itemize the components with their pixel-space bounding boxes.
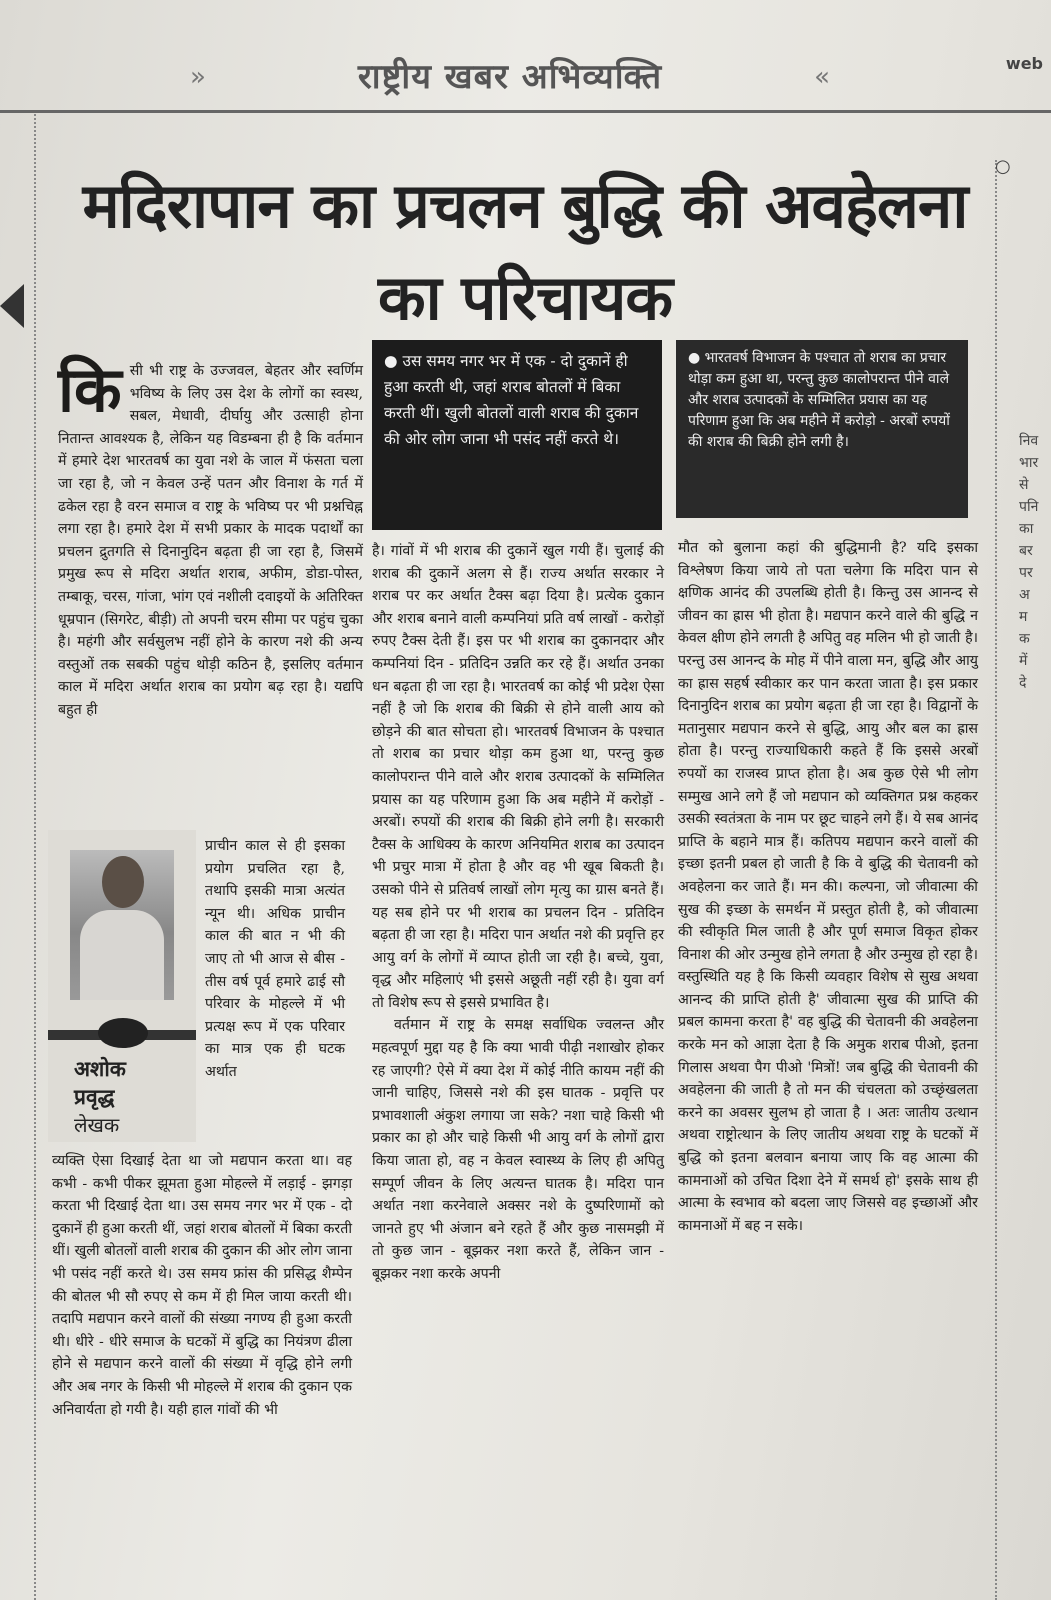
fragment-line: बर [1019,543,1033,559]
fragment-line: क [1019,631,1030,647]
author-photo-head [102,856,144,908]
fragment-line: का [1019,521,1034,537]
article-column-1-bottom [52,1150,352,1421]
pull-quote-2: ● भारतवर्ष विभाजन के पश्चात तो शराब का प्रचार थोड़ा कम हुआ था, परन्तु कुछ कालोपरान्त पीने वाले और शराब उत्पादकों के सम्मिलित प्रयास का यह परिणाम हुआ कि अब महीने में करोड़ो - अरबों रुपयों की शराब की बिक्री होने लगी है। [676,340,968,518]
right-margin-strip [995,156,1051,1600]
fragment-line: निव [1019,433,1039,449]
article-paragraph: वर्तमान में राष्ट्र के समक्ष सर्वाधिक ज्वलन्त और महत्वपूर्ण मुद्दा यह है कि क्या भावी पीढ़ी नशाखोर होकर रह जाएगी? ऐसे में क्या देश में कोई नीति कायम नहीं की जानी चाहिए, जिससे नशे की इस घातक - प्रवृत्ति पर प्रभावशाली अंकुश लगाया जा सके? नशा चाहे किसी भी प्रकार का हो और चाहे किसी भी आयु वर्ग के लोगों द्वारा किया जाता हो, वह न केवल स्वास्थ्य के लिए ही अपितु सम्पूर्ण जीवन के लिए अत्यन्त घातक है। मदिरा पान अर्थात नशा करनेवाले अक्सर नशे के दुष्परिणामों को जानते हुए भी अंजान बने रहते हैं और कुछ नासमझी में तो कुछ जान - बूझकर नशा करते हैं, लेकिन जान - बूझकर नशा करके अपनी [372,1017,664,1282]
article-paragraph: व्यक्ति ऐसा दिखाई देता था जो मद्यपान करता था। वह कभी - कभी पीकर झूमता हुआ मोहल्ले में लड़ाई - झगड़ा करता भी दिखाई देता था। उस समय नगर भर में एक - दो दुकानें ही हुआ करती थीं, जहां शराब बोतलों में बिका करती थीं। खुली बोतलों वाली शराब की दुकान की ओर लोग जाना भी पसंद नहीं करते थे। उस समय फ्रांस की प्रसिद्ध शैम्पेन की बोतल भी सौ रुपए से कम में ही मिल जाया करती थी। तदापि मद्यपान करने वालों की संख्या नगण्य ही हुआ करती थी। धीरे - धीरे समाज के घटकों में बुद्धि का नियंत्रण ढीला होने से मद्यपान करने वालों की संख्या में वृद्धि होने लगी और अब नगर के किसी भी मोहल्ले में शराब की दुकान एक अनिवार्यता हो गयी है। यही हाल गांवों की भी [52,1153,352,1418]
fragment-line: दे [1019,675,1027,691]
fragment-line: अ [1019,587,1030,603]
fragment-line: भार [1019,455,1039,471]
author-byline [74,1055,126,1139]
masthead-arrow-left: » [190,62,206,92]
masthead-arrow-right: « [814,62,830,92]
article-column-1-beside-photo [205,835,345,1084]
author-box [48,830,196,1142]
adjacent-article-fragment [1019,430,1038,694]
article-paragraph: सी भी राष्ट्र के उज्जवल, बेहतर और स्वर्णिम भविष्य के लिए उस देश के लोगों का स्वस्थ, सबल, मेधावी, दीर्घायु और उत्साही होना नितान्त आवश्यक है, लेकिन यह विडम्बना ही है कि वर्तमान में हमारे देश भारतवर्ष का युवा नशे के जाल में फंसता चला जा रहा है, जो न केवल उन्हें पतन और विनाश के गर्त में ढकेल रहा है वरन समाज व राष्ट्र के भविष्य पर भी प्रश्नचिह्न लगा रहा है। हमारे देश में सभी प्रकार के मादक पदार्थों का प्रचलन द्रुतगति से दिनानुदिन बढ़ता ही जा रहा है, जिसमें प्रमुख रूप से मदिरा अर्थात शराब, अफीम, डोडा-पोस्त, तम्बाकू, चरस, गांजा, भांग एवं नशीली दवाइयों के अतिरिक्त धूम्रपान (सिगरेट, बीड़ी) तो अपनी चरम सीमा पर पहुंच चुका है। महंगी और सर्वसुलभ नहीं होने के कारण नशे की अन्य वस्तुओं तक सबकी पहुंच थोड़ी कठिन है, इसलिए वर्तमान काल में मदिरा अर्थात शराब का प्रयोग बढ़ रहा है। यद्यपि बहुत ही [58,363,363,718]
author-photo [70,850,174,1000]
triangle-marker-icon [0,284,24,328]
article-column-3 [678,537,978,1237]
article-headline: मदिरापान का प्रचलन बुद्धि की अवहेलना का परिचायक [82,169,968,334]
article-column-1-top [58,353,363,722]
circle-marker-icon: ○ [995,156,1011,177]
fragment-line: से [1019,477,1029,493]
article-column-2 [372,540,664,1286]
web-label: web [1005,54,1043,73]
masthead-title: राष्ट्रीय खबर अभिव्यक्ति [357,57,663,97]
article-paragraph: प्राचीन काल से ही इसका प्रयोग प्रचलित रहा है, तथापि इसकी मात्रा अत्यंत न्यून थी। अधिक प्राचीन काल की बात न भी की जाए तो भी आज से बीस - तीस वर्ष पूर्व हमारे ढाई सौ परिवार के मोहल्ले में भी प्रत्यक्ष रूप में एक परिवार का मात्र एक ही घटक अर्थात [205,838,345,1080]
fragment-line: में [1019,653,1028,669]
drop-cap: कि [58,353,122,426]
author-photo-body [80,910,164,1000]
fragment-line: पर [1019,565,1033,581]
masthead-rule [0,110,1051,113]
article-paragraph: मौत को बुलाना कहां की बुद्धिमानी है? यदि इसका विश्लेषण किया जाये तो पता चलेगा कि मदिरा पान से क्षणिक आनंद की उपलब्धि होती है। किन्तु उस आनन्द से जीवन का ह्रास भी होता है। मद्यपान करने वाले की बुद्धि न केवल क्षीण होने लगती है अपितु वह मलिन भी हो जाती है। परन्तु उस आनन्द के मोह में पीने वाला मन, बुद्धि और आयु का ह्रास सहर्ष स्वीकार कर पान करता जाता है। इस प्रकार दिनानुदिन शराब का प्रयोग बढ़ता ही जा रहा है। विद्वानों के मतानुसार मद्यपान करने से बुद्धि, आयु और बल का ह्रास होता है। परन्तु राज्याधिकारी कहते हैं कि इससे अरबों रुपयों का राजस्व प्राप्त होता है। अब कुछ ऐसे भी लोग सम्मुख आने लगे हैं जो मद्यपान को व्यक्तिगत प्रश्न कहकर उसकी स्वतंत्रता के नाम पर छूट चाहने लगे हैं। ये सब आनंद प्राप्ति के बहाने मात्र हैं। कतिपय मद्यपान करने वालों की इच्छा इतनी प्रबल हो जाती है कि वे बुद्धि की चेतावनी को अवहेलना कर जाते हैं। मन की। कल्पना, जो जीवात्मा की सुख की इच्छा के समर्थन में प्रस्तुत होती है, को जीवात्मा की स्वीकृति मिल जाती है और पूर्ण समाज विकृत होकर विनाश की ओर उन्मुख होने लगता है और उन्मुख हो रहा है। वस्तुस्थिति यह है कि किसी व्यवहार विशेष से सुख अथवा आनन्द की प्राप्ति होती है' जीवात्मा सुख की प्राप्ति की प्रबल कामना करता है' वह बुद्धि की चेतावनी की अवहेलना करके मन को आज्ञा देता है कि अमुक शराब पीओ, इतना गिलास अथवा पैग पीओ 'मित्रों! जब बुद्धि की चेतावनी की अवहेलना की जाती है तो मन की चंचलता को उच्छृंखलता करने का अवसर सुलभ हो जाता है । अतः जातीय उत्थान अथवा राष्ट्रोत्थान के लिए जातीय अथवा राष्ट्र के घटकों में बुद्धि को इतना बलवान बनाया जाए कि वह आत्मा की कामनाओं को उचित दिशा देने में समर्थ हो' इसके साथ ही आत्मा के स्वभाव को बदला जाए जिससे वह इच्छाओं और कामनाओं में बह न सके। [678,540,978,1234]
fragment-line: पनि [1019,499,1039,515]
left-margin-strip [0,114,36,1600]
fragment-line: म [1019,609,1028,625]
masthead [180,52,840,104]
ornament-knot-icon [98,1018,148,1048]
author-name-line1: अशोक [74,1057,126,1081]
author-role: लेखक [74,1113,120,1137]
article-paragraph: है। गांवों में भी शराब की दुकानें खुल गयी हैं। चुलाई की शराब की दुकानें अलग से हैं। राज्य अर्थात सरकार ने शराब पर कर अर्थात टैक्स बढ़ा दिया है। प्रत्येक दुकान और शराब बनाने वाली कम्पनियां प्रति वर्ष लाखों - करोड़ों रुपए टैक्स देती हैं। इस पर भी शराब का दुकानदार और कम्पनियां दिन - प्रतिदिन उन्नति कर रहे हैं। अर्थात उनका धन बढ़ता ही जा रहा है। भारतवर्ष का कोई भी प्रदेश ऐसा नहीं है जो कि शराब की बिक्री से होने वाली आय को छोड़ने की बात सोचता हो। भारतवर्ष विभाजन के पश्चात तो शराब का प्रचार थोड़ा कम हुआ था, परन्तु कुछ कालोपरान्त पीने वाले और शराब उत्पादकों के सम्मिलित प्रयास का यह परिणाम हुआ कि अब महीने में करोड़ों - अरबों। रुपयों की शराब की बिक्री होने लगी है। सरकारी टैक्स के आधिक्य के कारण अनियमित शराब का उत्पादन भी प्रचुर मात्रा में होता है और वह भी खूब बिकती है। उसको पीने से प्रतिवर्ष लाखों लोग मृत्यु का ग्रास बनते हैं। यह सब होने पर भी शराब का प्रचलन दिन - प्रतिदिन बढ़ता ही जा रहा है। मदिरा पान अर्थात नशे की प्रवृत्ति हर आयु वर्ग के लोगों में व्याप्त होती जा रही है। बच्चे, युवा, वृद्ध और महिलाएं भी इससे अछूती नहीं रही है। युवा वर्ग तो विशेष रूप से इससे प्रभावित है। [372,543,664,1011]
pull-quote-1: ● उस समय नगर भर में एक - दो दुकानें ही हुआ करती थी, जहां शराब बोतलों में बिका करती थीं। खुली बोतलों वाली शराब की दुकान की ओर लोग जाना भी पसंद नहीं करते थे। [372,340,662,530]
author-name-line2: प्रवृद्ध [74,1085,115,1109]
